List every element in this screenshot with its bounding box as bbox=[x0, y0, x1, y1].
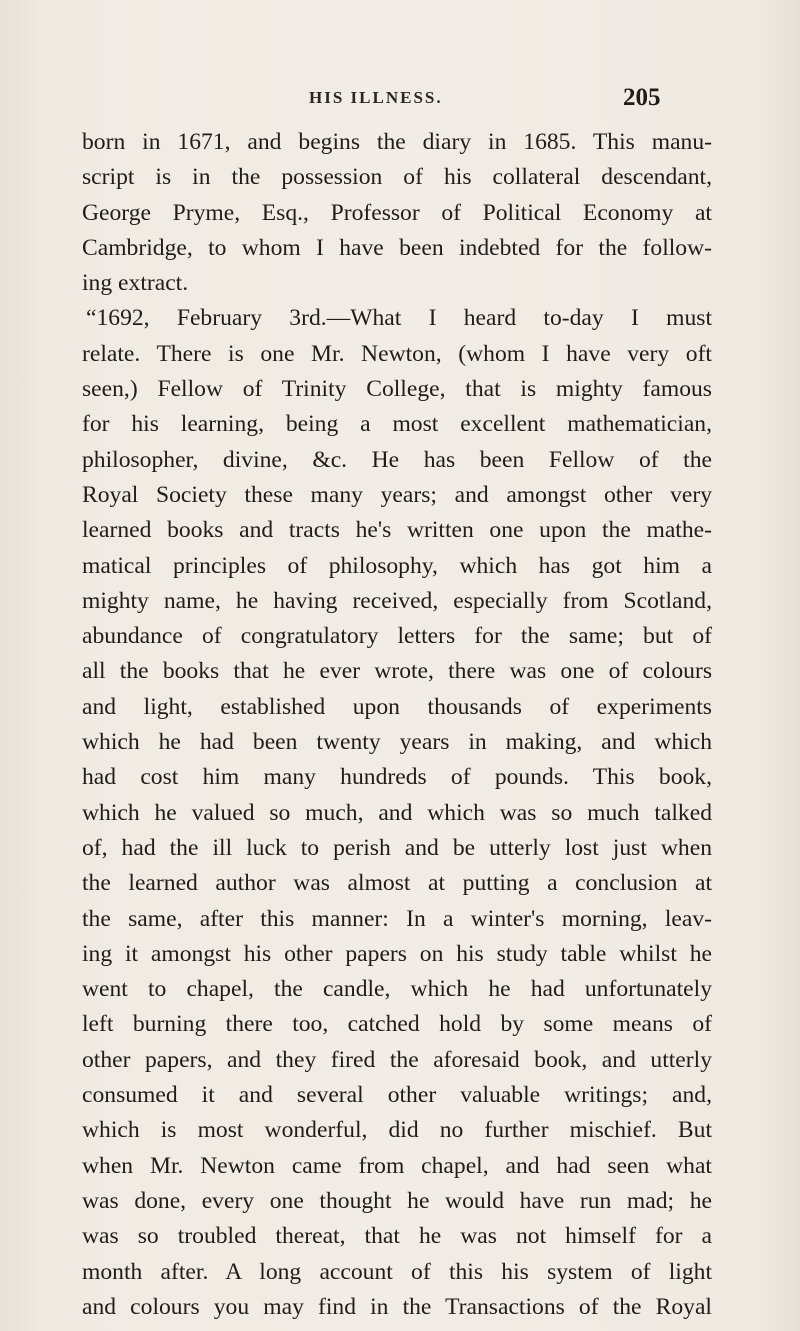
text-line: Cambridge, to whom I have been indebted for the follow- bbox=[82, 234, 712, 261]
text-line: was so troubled thereat, that he was not himself for a bbox=[82, 1223, 712, 1250]
text-line: left burning there too, catched hold by some means of bbox=[82, 1011, 712, 1038]
text-line: learned books and tracts he's written one upon the mathe- bbox=[82, 517, 712, 544]
text-line: for his learning, being a most excellent mathematician, bbox=[82, 411, 712, 438]
text-line: Royal Society these many years; and amongst other very bbox=[82, 481, 712, 508]
text-line: the same, after this manner: In a winter's morning, leav- bbox=[82, 905, 712, 932]
text-line: consumed it and several other valuable writings; and, bbox=[82, 1082, 712, 1109]
running-head bbox=[0, 84, 800, 114]
text-line: and light, established upon thousands of experiments bbox=[82, 693, 712, 720]
text-line: ing it amongst his other papers on his study table whilst he bbox=[82, 940, 712, 967]
text-line: philosopher, divine, &c. He has been Fellow of the bbox=[82, 446, 712, 473]
text-line: ing extract. bbox=[82, 270, 189, 297]
text-line: when Mr. Newton came from chapel, and had seen what bbox=[82, 1152, 712, 1179]
text-line: script is in the possession of his collateral descendant, bbox=[82, 164, 712, 191]
text-line: other papers, and they fired the aforesaid book, and utterly bbox=[82, 1046, 712, 1073]
page-number: 205 bbox=[623, 84, 661, 111]
text-line: “1692, February 3rd.—What I heard to-day I must bbox=[86, 305, 712, 332]
text-line: and colours you may find in the Transactions of the Royal bbox=[82, 1293, 712, 1320]
text-line: month after. A long account of this his system of light bbox=[82, 1258, 712, 1285]
text-line: of, had the ill luck to perish and be utterly lost just when bbox=[82, 834, 712, 861]
text-line: relate. There is one Mr. Newton, (whom I have very oft bbox=[82, 340, 712, 367]
text-line: all the books that he ever wrote, there was one of colours bbox=[82, 658, 712, 685]
text-line: which is most wonderful, did no further mischief. But bbox=[82, 1117, 712, 1144]
text-line: had cost him many hundreds of pounds. This book, bbox=[82, 764, 712, 791]
text-line: mighty name, he having received, especially from Scotland, bbox=[82, 587, 712, 614]
text-line: which he had been twenty years in making, and which bbox=[82, 729, 712, 756]
text-line: which he valued so much, and which was so much talked bbox=[82, 799, 712, 826]
running-title: HIS ILLNESS. bbox=[309, 88, 443, 107]
text-line: born in 1671, and begins the diary in 1685. This manu- bbox=[82, 129, 712, 155]
text-line: seen,) Fellow of Trinity College, that is mighty famous bbox=[82, 376, 712, 403]
body-text bbox=[82, 125, 712, 1325]
text-line: the learned author was almost at putting a conclusion at bbox=[82, 870, 712, 897]
text-line: matical principles of philosophy, which has got him a bbox=[82, 552, 712, 579]
text-line: abundance of congratulatory letters for the same; but of bbox=[82, 623, 712, 650]
text-line: George Pryme, Esq., Professor of Political Economy at bbox=[82, 199, 712, 226]
text-line: was done, every one thought he would have run mad; he bbox=[82, 1187, 712, 1214]
text-line: went to chapel, the candle, which he had unfortunately bbox=[82, 976, 712, 1003]
